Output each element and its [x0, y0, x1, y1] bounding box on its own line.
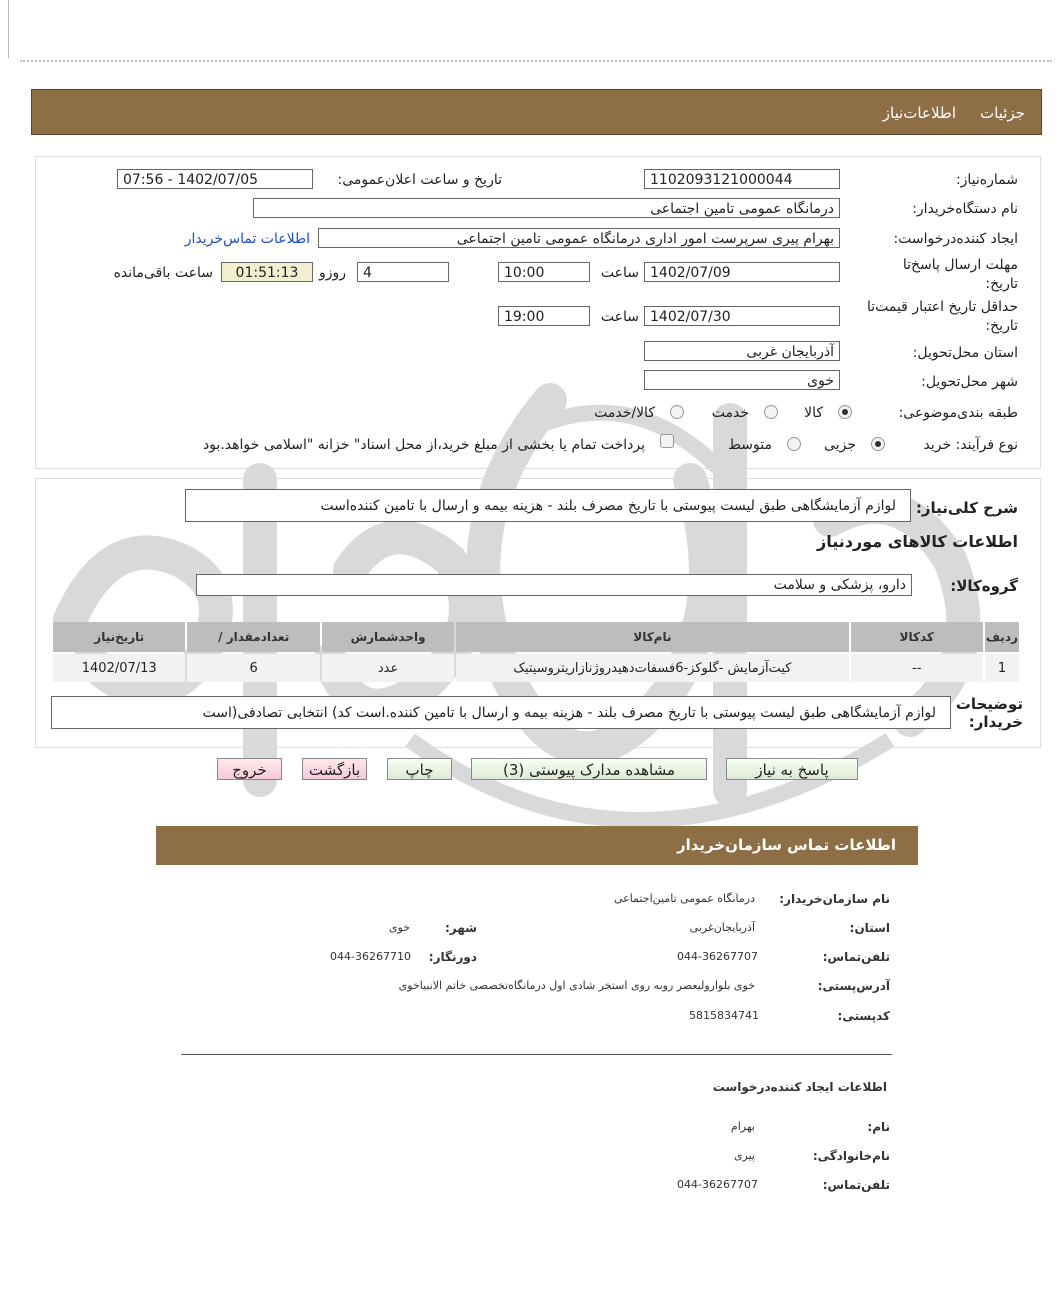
cell-name: کیت‌آزمایش -گلوکز-6فسفات‌دهیدروژنازاریتروسیتیک	[456, 654, 848, 682]
goods-info-title: اطلاعات کالاهای موردنیاز	[817, 532, 1018, 551]
contact-title: اطلاعات تماس سازمان‌خریدار	[676, 836, 896, 854]
col-qty-header: تعدادمقدار /	[187, 622, 319, 652]
contact-phone-label: تلفن‌تماس:	[822, 950, 890, 964]
goods-table	[51, 620, 1021, 684]
tab-details[interactable]: جزئیات	[980, 104, 1025, 122]
city-label: شهر محل‌تحویل:	[921, 374, 1018, 390]
process-medium-label: متوسط	[728, 437, 772, 453]
attachments-button[interactable]: مشاهده مدارک پیوستی (3)	[471, 758, 707, 780]
category-service-label: خدمت	[711, 405, 749, 421]
contact-city-label: شهر:	[445, 921, 477, 935]
buyer-org-field: درمانگاه عمومی تامین اجتماعی	[253, 198, 840, 218]
col-name-header: نام‌کالا	[456, 622, 848, 652]
announce-label: تاریخ و ساعت اعلان‌عمومی:	[337, 172, 502, 188]
summary-field: لوازم آزمایشگاهی طبق لیست پیوستی با تاریخ مصرف بلند - هزینه بیمه و ارسال با تامین کننده‌است	[185, 489, 911, 522]
print-button[interactable]: چاپ	[387, 758, 452, 780]
announce-field: 1402/07/05 - 07:56	[117, 169, 313, 189]
contact-org-label: نام سازمان‌خریدار:	[779, 892, 890, 906]
creator-phone-value: 044-36267707	[677, 1178, 758, 1191]
remaining-time-field: 01:51:13	[221, 262, 313, 282]
contact-org-value: درمانگاه عمومی تامین‌اجتماعی	[614, 892, 755, 905]
contact-bar	[156, 826, 918, 865]
category-goods-radio[interactable]	[838, 405, 852, 419]
process-partial-label: جزیی	[824, 437, 856, 453]
contact-divider	[181, 1054, 892, 1055]
province-label: استان محل‌تحویل:	[912, 345, 1018, 361]
contact-fax-value: 044-36267710	[330, 950, 411, 963]
cell-code: --	[851, 654, 983, 682]
buyer-notes-field: لوازم آزمایشگاهی طبق لیست پیوستی با تاریخ مصرف بلند - هزینه بیمه و ارسال با تامین کننده.است کد) انتخابی تصادفی(است	[51, 696, 951, 729]
category-goods-label: کالا	[804, 405, 823, 421]
goods-table-header-row	[53, 622, 1019, 652]
creator-phone-label: تلفن‌تماس:	[822, 1178, 890, 1192]
process-label: نوع فرآیند: خرید	[923, 437, 1018, 453]
contact-address-label: آدرس‌پستی:	[817, 979, 890, 993]
cell-row: 1	[985, 654, 1019, 682]
remaining-label: ساعت باقی‌مانده	[113, 265, 213, 281]
cell-date: 1402/07/13	[53, 654, 185, 682]
price-validity-date-field: 1402/07/30	[644, 306, 840, 326]
price-validity-time-field: 19:00	[498, 306, 590, 326]
goods-group-label: گروه‌کالا:	[950, 577, 1018, 595]
price-validity-hour-label: ساعت	[600, 309, 639, 325]
contact-province-label: استان:	[849, 921, 890, 935]
category-goods-service-radio[interactable]	[670, 405, 684, 419]
col-unit-header: واحدشمارش	[322, 622, 454, 652]
buyer-org-label: نام دستگاه‌خریدار:	[912, 201, 1018, 217]
process-partial-radio[interactable]	[871, 437, 885, 451]
province-field: آذربایجان غربی	[644, 341, 840, 361]
contact-fax-label: دورنگار:	[428, 950, 477, 964]
creator-info-title: اطلاعات ایجاد کننده‌درخواست	[712, 1080, 887, 1094]
cell-qty: 6	[187, 654, 319, 682]
contact-province-value: آذربایجان‌غربی	[689, 921, 755, 934]
contact-address-value: خوی بلوارولیعصر روبه روی استخر شادی اول درمانگاه‌تخصصی خاتم الانبیاخوی	[398, 979, 755, 992]
col-row-header: ردیف	[985, 622, 1019, 652]
creator-label: ایجاد کننده‌درخواست:	[893, 231, 1018, 247]
deadline-time-field: 10:00	[498, 262, 590, 282]
city-field: خوی	[644, 370, 840, 390]
contact-postal-label: کدپستی:	[837, 1009, 890, 1023]
contact-postal-value: 5815834741	[689, 1009, 759, 1022]
reply-button[interactable]: پاسخ به نیاز	[726, 758, 858, 780]
dotted-separator	[20, 60, 1052, 62]
buyer-contact-link[interactable]: اطلاعات تماس‌خریدار	[184, 231, 310, 247]
tab-need-info[interactable]: اطلاعات‌نیاز	[882, 104, 956, 122]
category-label: طبقه بندی‌موضوعی:	[898, 405, 1018, 421]
creator-name-value: بهرام	[730, 1120, 755, 1133]
exit-button[interactable]: خروج	[217, 758, 282, 780]
creator-family-value: پیری	[733, 1149, 755, 1162]
treasury-payment-note: پرداخت تمام یا بخشی از مبلغ خرید،از محل اسناد" خزانه "اسلامی خواهد.بود	[202, 437, 645, 453]
buyer-notes-label: توضیحات خریدار:	[955, 695, 1023, 731]
creator-name-label: نام:	[867, 1120, 890, 1134]
contact-phone-value: 044-36267707	[677, 950, 758, 963]
days-label: روزو	[318, 265, 346, 281]
deadline-date-field: 1402/07/09	[644, 262, 840, 282]
deadline-hour-label: ساعت	[600, 265, 639, 281]
goods-group-field: دارو، پزشکی و سلامت	[196, 574, 912, 596]
treasury-payment-checkbox[interactable]	[660, 434, 674, 448]
category-goods-service-label: کالا/خدمت	[594, 405, 655, 421]
need-number-label: شماره‌نیاز:	[955, 172, 1018, 188]
back-button[interactable]: بازگشت	[302, 758, 367, 780]
process-medium-radio[interactable]	[787, 437, 801, 451]
category-service-radio[interactable]	[764, 405, 778, 419]
need-number-field: 1102093121000044	[644, 169, 840, 189]
col-code-header: کدکالا	[851, 622, 983, 652]
creator-family-label: نام‌خانوادگی:	[812, 1149, 890, 1163]
header-bar	[31, 89, 1042, 135]
price-validity-label: حداقل تاریخ اعتبار قیمت‌تا تاریخ:	[866, 299, 1018, 334]
deadline-label: مهلت ارسال پاسخ‌تا تاریخ:	[902, 257, 1018, 292]
summary-label: شرح کلی‌نیاز:	[915, 499, 1018, 517]
days-field: 4	[357, 262, 449, 282]
creator-field: بهرام پیری سرپرست امور اداری درمانگاه عمومی تامین اجتماعی	[318, 228, 840, 248]
table-row	[53, 654, 1019, 682]
contact-city-value: خوی	[388, 921, 410, 934]
col-date-header: تاریخ‌نیاز	[53, 622, 185, 652]
left-border-line	[8, 0, 9, 58]
cell-unit: عدد	[322, 654, 454, 682]
